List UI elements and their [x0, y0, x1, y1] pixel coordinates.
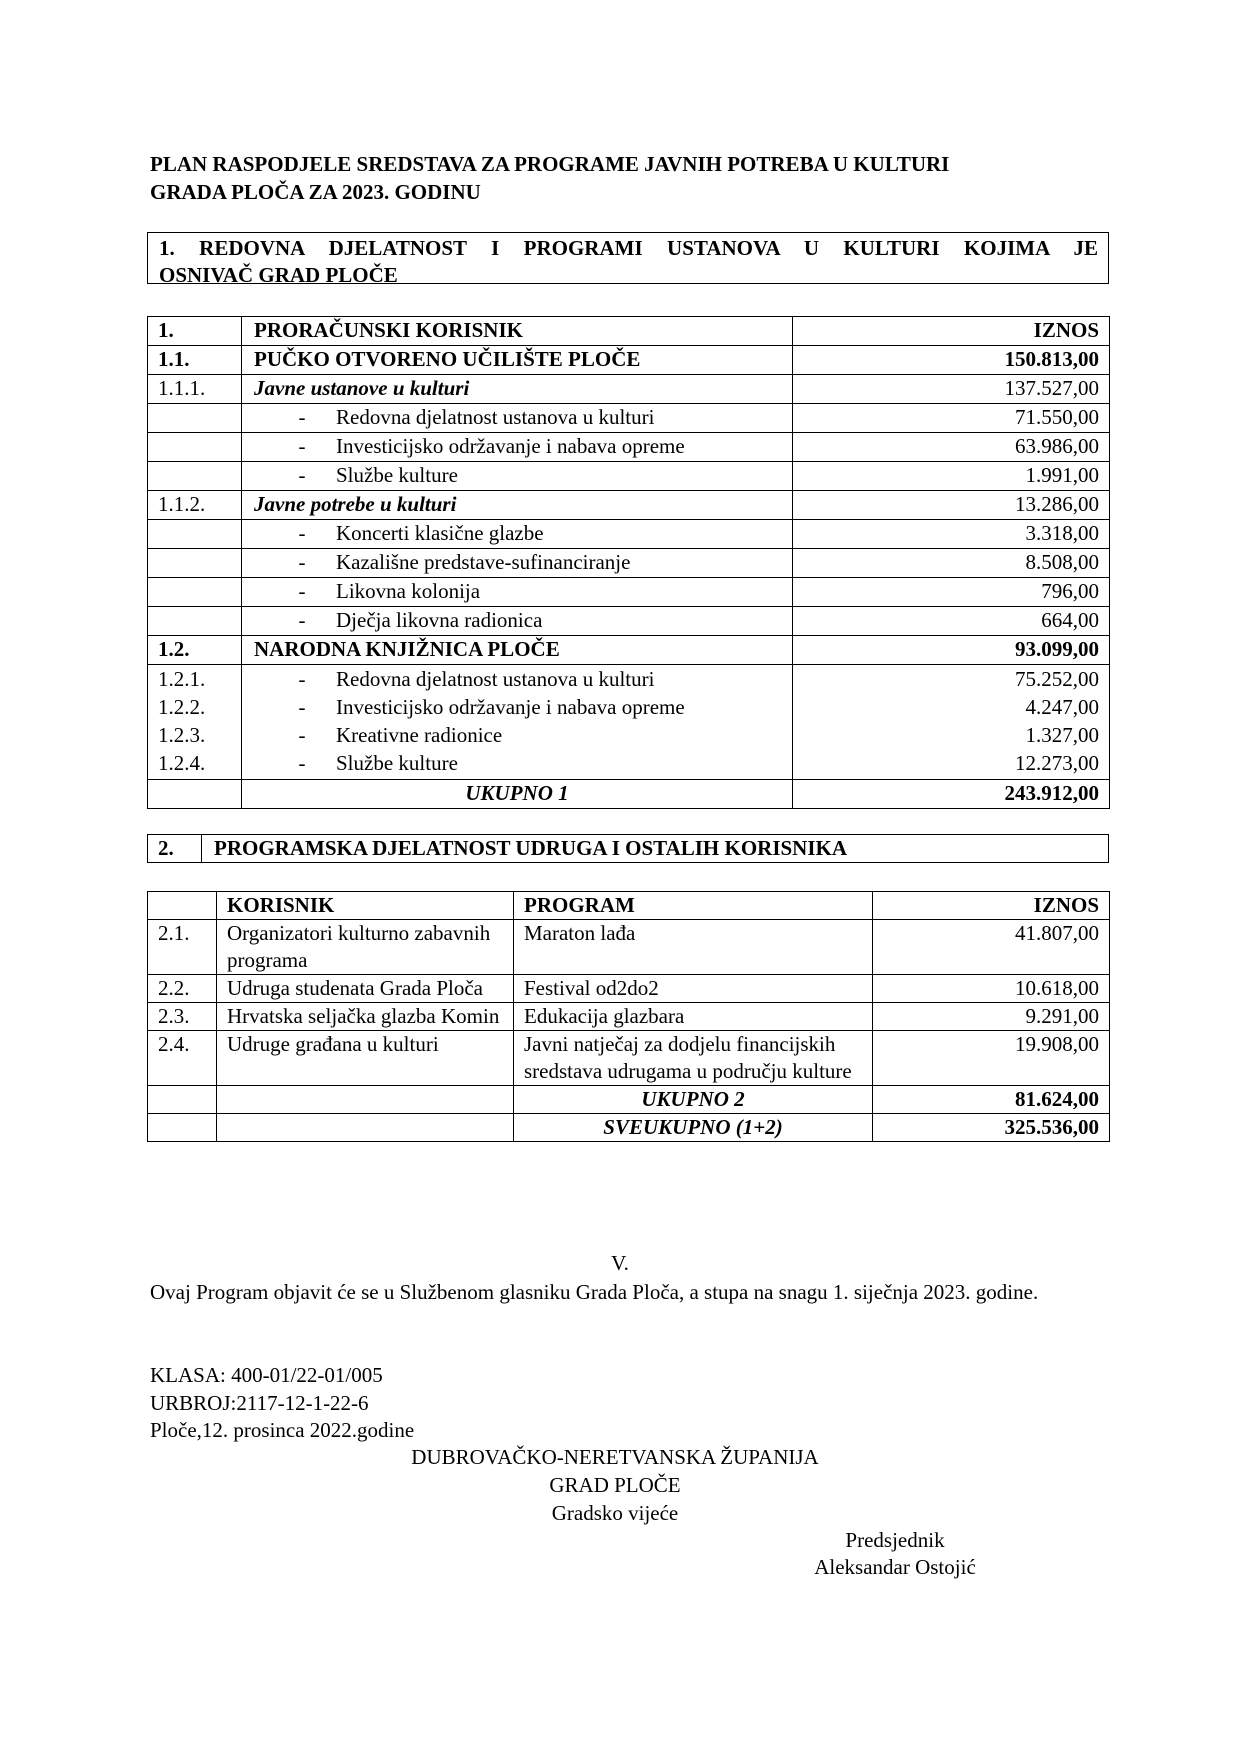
row-label	[242, 433, 793, 462]
row-korisnik	[217, 1114, 514, 1142]
row-program: Javni natječaj za dodjelu financijskih sredstava udrugama u području kulture	[514, 1031, 873, 1086]
signatory-name: Aleksandar Ostojić	[814, 1555, 976, 1579]
table-row	[148, 375, 1110, 404]
table-row	[148, 462, 1110, 491]
dash: -	[298, 751, 306, 775]
row-num: 1.2.	[148, 636, 242, 665]
total-label: UKUPNO 2	[514, 1086, 873, 1114]
row-labels	[242, 665, 793, 780]
row-amount: 12.273,00	[1015, 751, 1099, 775]
row-amount: 150.813,00	[793, 346, 1110, 375]
table-row	[148, 920, 1110, 975]
item-label: Službe kulture	[336, 463, 458, 487]
table-2-total	[148, 1086, 1110, 1114]
table-row	[148, 607, 1110, 636]
row-amount: 41.807,00	[873, 920, 1110, 975]
row-num: 1.2.4.	[158, 751, 206, 775]
header-amount: IZNOS	[873, 892, 1110, 920]
row-amounts	[793, 665, 1110, 780]
table-row	[148, 549, 1110, 578]
header-korisnik: KORISNIK	[217, 892, 514, 920]
table-1-total	[148, 780, 1110, 809]
header-program: PROGRAM	[514, 892, 873, 920]
row-num	[148, 462, 242, 491]
row-amount: 75.252,00	[1015, 667, 1099, 691]
dash: -	[298, 579, 306, 603]
item-label: Redovna djelatnost ustanova u kulturi	[336, 667, 655, 691]
row-amount: 3.318,00	[793, 520, 1110, 549]
item-label: Kazališne predstave-sufinanciranje	[336, 550, 631, 574]
grand-total-label: SVEUKUPNO (1+2)	[514, 1114, 873, 1142]
row-amount: 664,00	[793, 607, 1110, 636]
title-line-2: GRADA PLOČA ZA 2023. GODINU	[150, 180, 481, 204]
row-num: 1.2.2.	[158, 695, 206, 719]
row-korisnik: Udruga studenata Grada Ploča	[217, 975, 514, 1003]
item-label: Likovna kolonija	[336, 579, 481, 603]
total-amount: 243.912,00	[793, 780, 1110, 809]
row-label	[242, 404, 793, 433]
urbroj: URBROJ:2117-12-1-22-6	[150, 1391, 369, 1415]
row-label: PUČKO OTVORENO UČILIŠTE PLOČE	[242, 346, 793, 375]
row-program: Festival od2do2	[514, 975, 873, 1003]
row-num: 2.2.	[148, 975, 217, 1003]
row-korisnik: Hrvatska seljačka glazba Komin	[217, 1003, 514, 1031]
city-name: GRAD PLOČE	[549, 1473, 681, 1497]
row-amount: 71.550,00	[793, 404, 1110, 433]
row-num: 2.1.	[148, 920, 217, 975]
row-amount: 796,00	[793, 578, 1110, 607]
row-num	[148, 1114, 217, 1142]
row-num	[148, 607, 242, 636]
table-row	[148, 491, 1110, 520]
grand-total	[148, 1114, 1110, 1142]
table-row	[148, 1031, 1110, 1086]
item-label: Investicijsko održavanje i nabava opreme	[336, 695, 685, 719]
klasa: KLASA: 400-01/22-01/005	[150, 1363, 383, 1387]
row-amount: 8.508,00	[793, 549, 1110, 578]
table-row-group	[148, 665, 1110, 780]
row-amount: 9.291,00	[873, 1003, 1110, 1031]
row-num	[148, 1086, 217, 1114]
dash: -	[298, 521, 306, 545]
table-1-header	[148, 317, 1110, 346]
row-num: 2.4.	[148, 1031, 217, 1086]
table-row	[148, 975, 1110, 1003]
table-1-header-num: 1.	[148, 317, 242, 346]
row-amount: 1.327,00	[1025, 723, 1099, 747]
row-amount: 10.618,00	[873, 975, 1110, 1003]
signatory-role: Predsjednik	[845, 1528, 945, 1552]
row-num	[148, 780, 242, 809]
row-amount: 137.527,00	[793, 375, 1110, 404]
dash: -	[298, 550, 306, 574]
dash: -	[298, 695, 306, 719]
header-num	[148, 892, 217, 920]
dash: -	[298, 723, 306, 747]
row-num	[148, 549, 242, 578]
row-label	[242, 520, 793, 549]
row-amount: 13.286,00	[793, 491, 1110, 520]
closing-paragraph: Ovaj Program objavit će se u Službenom glasniku Grada Ploča, a stupa na snagu 1. siječnja 2023. godine.	[150, 1280, 1039, 1304]
section-2-heading	[147, 834, 1109, 863]
table-1-header-label: PRORAČUNSKI KORISNIK	[242, 317, 793, 346]
total-amount: 81.624,00	[873, 1086, 1110, 1114]
item-label: Dječja likovna radionica	[336, 608, 543, 632]
item	[252, 693, 782, 721]
county-name: DUBROVAČKO-NERETVANSKA ŽUPANIJA	[411, 1445, 819, 1469]
row-korisnik	[217, 1086, 514, 1114]
table-row	[148, 346, 1110, 375]
row-label	[242, 549, 793, 578]
table-1-header-amount: IZNOS	[793, 317, 1110, 346]
item-label: Investicijsko održavanje i nabava opreme	[336, 434, 685, 458]
total-label: UKUPNO 1	[242, 780, 793, 809]
row-label: Javne ustanove u kulturi	[242, 375, 793, 404]
row-num	[148, 578, 242, 607]
table-row	[148, 520, 1110, 549]
council-name: Gradsko vijeće	[551, 1501, 679, 1525]
grand-total-amount: 325.536,00	[873, 1114, 1110, 1142]
title-line-1: PLAN RASPODJELE SREDSTAVA ZA PROGRAME JAVNIH POTREBA U KULTURI	[150, 152, 950, 176]
dash: -	[298, 434, 306, 458]
row-label: Javne potrebe u kulturi	[242, 491, 793, 520]
row-amount: 93.099,00	[793, 636, 1110, 665]
row-num: 1.2.1.	[158, 667, 206, 691]
article-number: V.	[611, 1251, 629, 1275]
row-num: 1.1.	[148, 346, 242, 375]
table-row	[148, 1003, 1110, 1031]
table-row	[148, 433, 1110, 462]
item	[252, 749, 782, 777]
item	[252, 665, 782, 693]
row-nums	[148, 665, 242, 780]
dash: -	[298, 667, 306, 691]
row-amount: 63.986,00	[793, 433, 1110, 462]
row-label	[242, 462, 793, 491]
dash: -	[298, 608, 306, 632]
item-label: Službe kulture	[336, 751, 458, 775]
row-korisnik: Udruge građana u kulturi	[217, 1031, 514, 1086]
place-date: Ploče,12. prosinca 2022.godine	[150, 1418, 415, 1442]
section-2-label: PROGRAMSKA DJELATNOST UDRUGA I OSTALIH KORISNIKA	[214, 836, 848, 860]
dash: -	[298, 463, 306, 487]
section-1-heading-line-1: 1. REDOVNA DJELATNOST I PROGRAMI USTANOVA U KULTURI KOJIMA JE	[159, 236, 1098, 260]
row-num	[148, 520, 242, 549]
row-label: NARODNA KNJIŽNICA PLOČE	[242, 636, 793, 665]
row-program: Maraton lađa	[514, 920, 873, 975]
row-num: 1.1.1.	[148, 375, 242, 404]
section-2-num: 2.	[148, 835, 202, 862]
row-num: 1.2.3.	[158, 723, 206, 747]
table-row	[148, 404, 1110, 433]
row-num	[148, 433, 242, 462]
dash: -	[298, 405, 306, 429]
row-amount: 4.247,00	[1025, 695, 1099, 719]
item-label: Redovna djelatnost ustanova u kulturi	[336, 405, 655, 429]
row-amount: 19.908,00	[873, 1031, 1110, 1086]
row-num: 2.3.	[148, 1003, 217, 1031]
budget-table-1	[147, 316, 1110, 809]
item	[252, 721, 782, 749]
item-label: Kreativne radionice	[336, 723, 503, 747]
row-label	[242, 578, 793, 607]
row-num	[148, 404, 242, 433]
section-1-heading	[147, 232, 1109, 287]
row-num: 1.1.2.	[148, 491, 242, 520]
row-amount: 1.991,00	[793, 462, 1110, 491]
document-title	[150, 150, 1090, 206]
section-1-heading-line-2: OSNIVAČ GRAD PLOČE	[159, 263, 398, 287]
row-korisnik: Organizatori kulturno zabavnih programa	[217, 920, 514, 975]
table-2-header	[148, 892, 1110, 920]
row-label	[242, 607, 793, 636]
item-label: Koncerti klasične glazbe	[336, 521, 544, 545]
budget-table-2	[147, 891, 1110, 1142]
table-row	[148, 636, 1110, 665]
row-program: Edukacija glazbara	[514, 1003, 873, 1031]
table-row	[148, 578, 1110, 607]
